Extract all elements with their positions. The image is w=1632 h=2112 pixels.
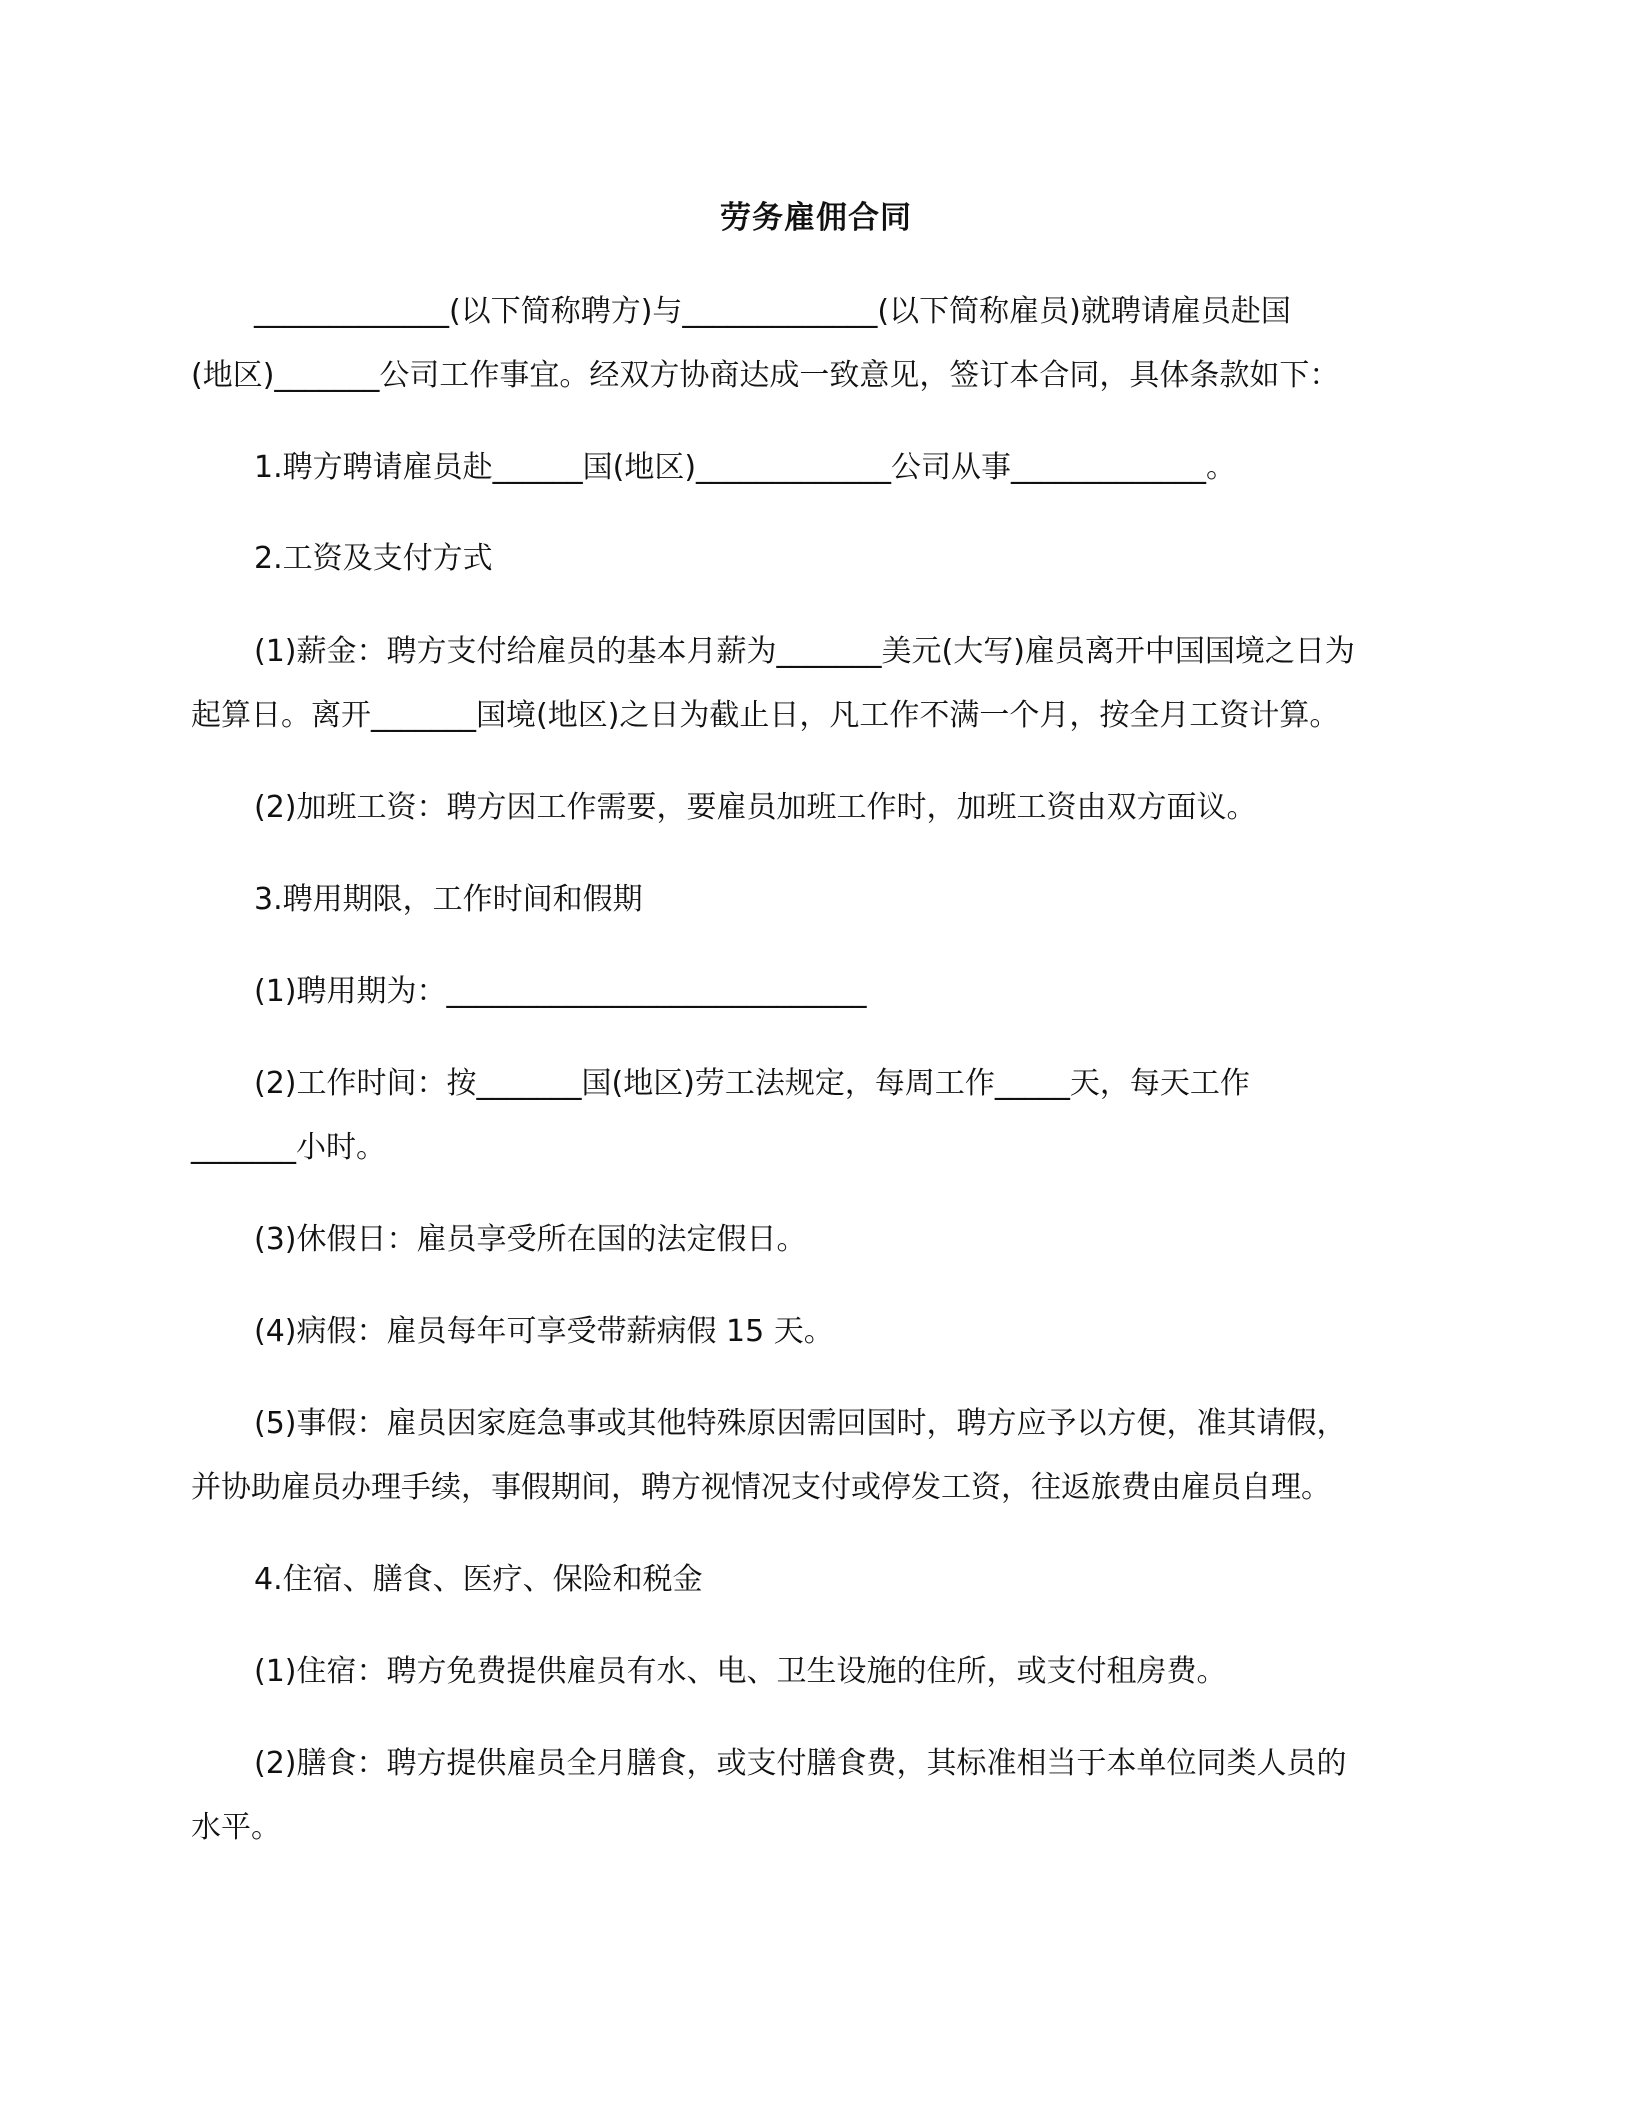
clause-3-3: (3)休假日：雇员享受所在国的法定假日。 bbox=[254, 1222, 807, 1257]
clause-3-2-line-1: (2)工作时间：按_______国(地区)劳工法规定，每周工作_____天，每天工作 bbox=[254, 1066, 1250, 1101]
clause-2-1-line-1: (1)薪金：聘方支付给雇员的基本月薪为_______美元(大写)雇员离开中国国境之日为 bbox=[254, 634, 1355, 669]
section-heading-2: 2.工资及支付方式 bbox=[254, 541, 493, 576]
section-heading-4: 4.住宿、膳食、医疗、保险和税金 bbox=[254, 1562, 703, 1597]
clause-3-2-line-2: _______小时。 bbox=[191, 1130, 386, 1165]
clause-3-5-line-1: (5)事假：雇员因家庭急事或其他特殊原因需回国时，聘方应予以方便，准其请假， bbox=[254, 1406, 1347, 1441]
clause-1: 1.聘方聘请雇员赴______国(地区)_____________公司从事_____________。 bbox=[254, 450, 1237, 485]
clause-2-1-line-2: 起算日。离开_______国境(地区)之日为截止日，凡工作不满一个月，按全月工资计算。 bbox=[191, 698, 1340, 733]
clause-3-4: (4)病假：雇员每年可享受带薪病假 15 天。 bbox=[254, 1314, 834, 1349]
clause-4-2-line-1: (2)膳食：聘方提供雇员全月膳食，或支付膳食费，其标准相当于本单位同类人员的 bbox=[254, 1746, 1347, 1781]
clause-2-2: (2)加班工资：聘方因工作需要，要雇员加班工作时，加班工资由双方面议。 bbox=[254, 790, 1257, 825]
document-title: 劳务雇佣合同 bbox=[720, 200, 912, 236]
clause-3-5-line-2: 并协助雇员办理手续，事假期间，聘方视情况支付或停发工资，往返旅费由雇员自理。 bbox=[191, 1470, 1331, 1505]
preamble-line-1: _____________(以下简称聘方)与_____________(以下简称雇员)就聘请雇员赴国 bbox=[254, 294, 1291, 329]
clause-4-2-line-2: 水平。 bbox=[191, 1810, 281, 1845]
clause-3-1: (1)聘用期为：____________________________ bbox=[254, 974, 867, 1009]
section-heading-3: 3.聘用期限，工作时间和假期 bbox=[254, 882, 643, 917]
preamble-line-2: (地区)_______公司工作事宜。经双方协商达成一致意见，签订本合同，具体条款如下： bbox=[191, 358, 1340, 393]
clause-4-1: (1)住宿：聘方免费提供雇员有水、电、卫生设施的住所，或支付租房费。 bbox=[254, 1654, 1227, 1689]
